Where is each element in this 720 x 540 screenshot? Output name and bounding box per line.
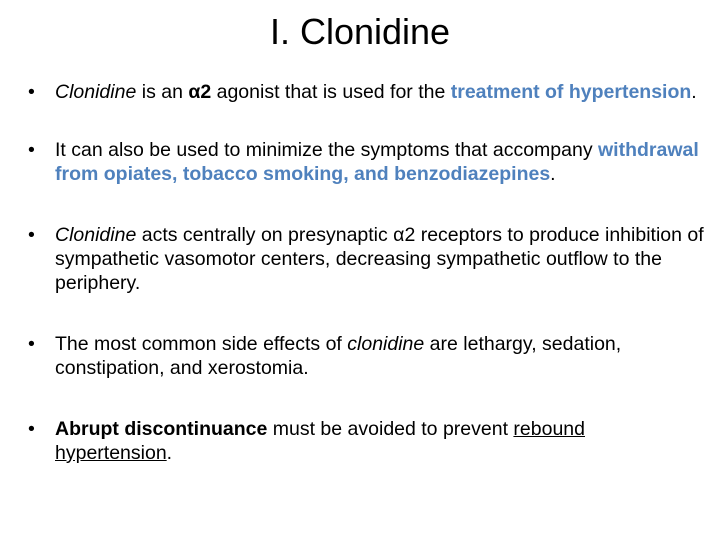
text-segment: .: [691, 81, 697, 103]
bullet-item: [28, 332, 704, 380]
text-segment: It can also be used to minimize the symptoms that accompany: [55, 139, 599, 161]
text-segment: .: [166, 442, 173, 464]
bullet-item: [28, 80, 704, 104]
text-segment: agonist that is used for the: [211, 81, 451, 103]
drug-name: Clonidine: [55, 224, 137, 246]
bullet-dot-icon: •: [28, 224, 35, 246]
bullet-item: [28, 223, 704, 295]
text-segment: must be avoided to prevent: [267, 418, 514, 440]
bold-term: Abrupt discontinuance: [55, 418, 268, 440]
page-title: I. Clonidine: [269, 11, 451, 52]
bullet-item: [28, 417, 704, 465]
drug-name: clonidine: [347, 333, 425, 355]
bullet-item: [28, 138, 704, 186]
bullet-dot-icon: •: [28, 81, 35, 103]
bullet-dot-icon: •: [28, 139, 35, 161]
highlight-text: treatment of hypertension: [450, 81, 692, 103]
highlight-text: withdrawal from opiates, tobacco smoking, and benzodiazepines: [55, 139, 699, 185]
text-segment: The most common side effects of: [55, 333, 348, 355]
text-segment: acts centrally on presynaptic α2 receptors to produce inhibition of sympathetic vasomotor centers, decreasing sympathetic outflow to the periphery.: [55, 224, 704, 294]
bullet-dot-icon: •: [28, 333, 35, 355]
bullet-dot-icon: •: [28, 418, 35, 440]
underlined-term: rebound hypertension: [55, 418, 585, 464]
text-segment: are lethargy, sedation, constipation, and xerostomia.: [55, 333, 622, 379]
receptor-term: α2: [188, 81, 212, 103]
text-segment: .: [550, 163, 556, 185]
drug-name: Clonidine: [55, 81, 137, 103]
text-segment: is an: [136, 81, 189, 103]
bullet-list: [28, 80, 704, 499]
